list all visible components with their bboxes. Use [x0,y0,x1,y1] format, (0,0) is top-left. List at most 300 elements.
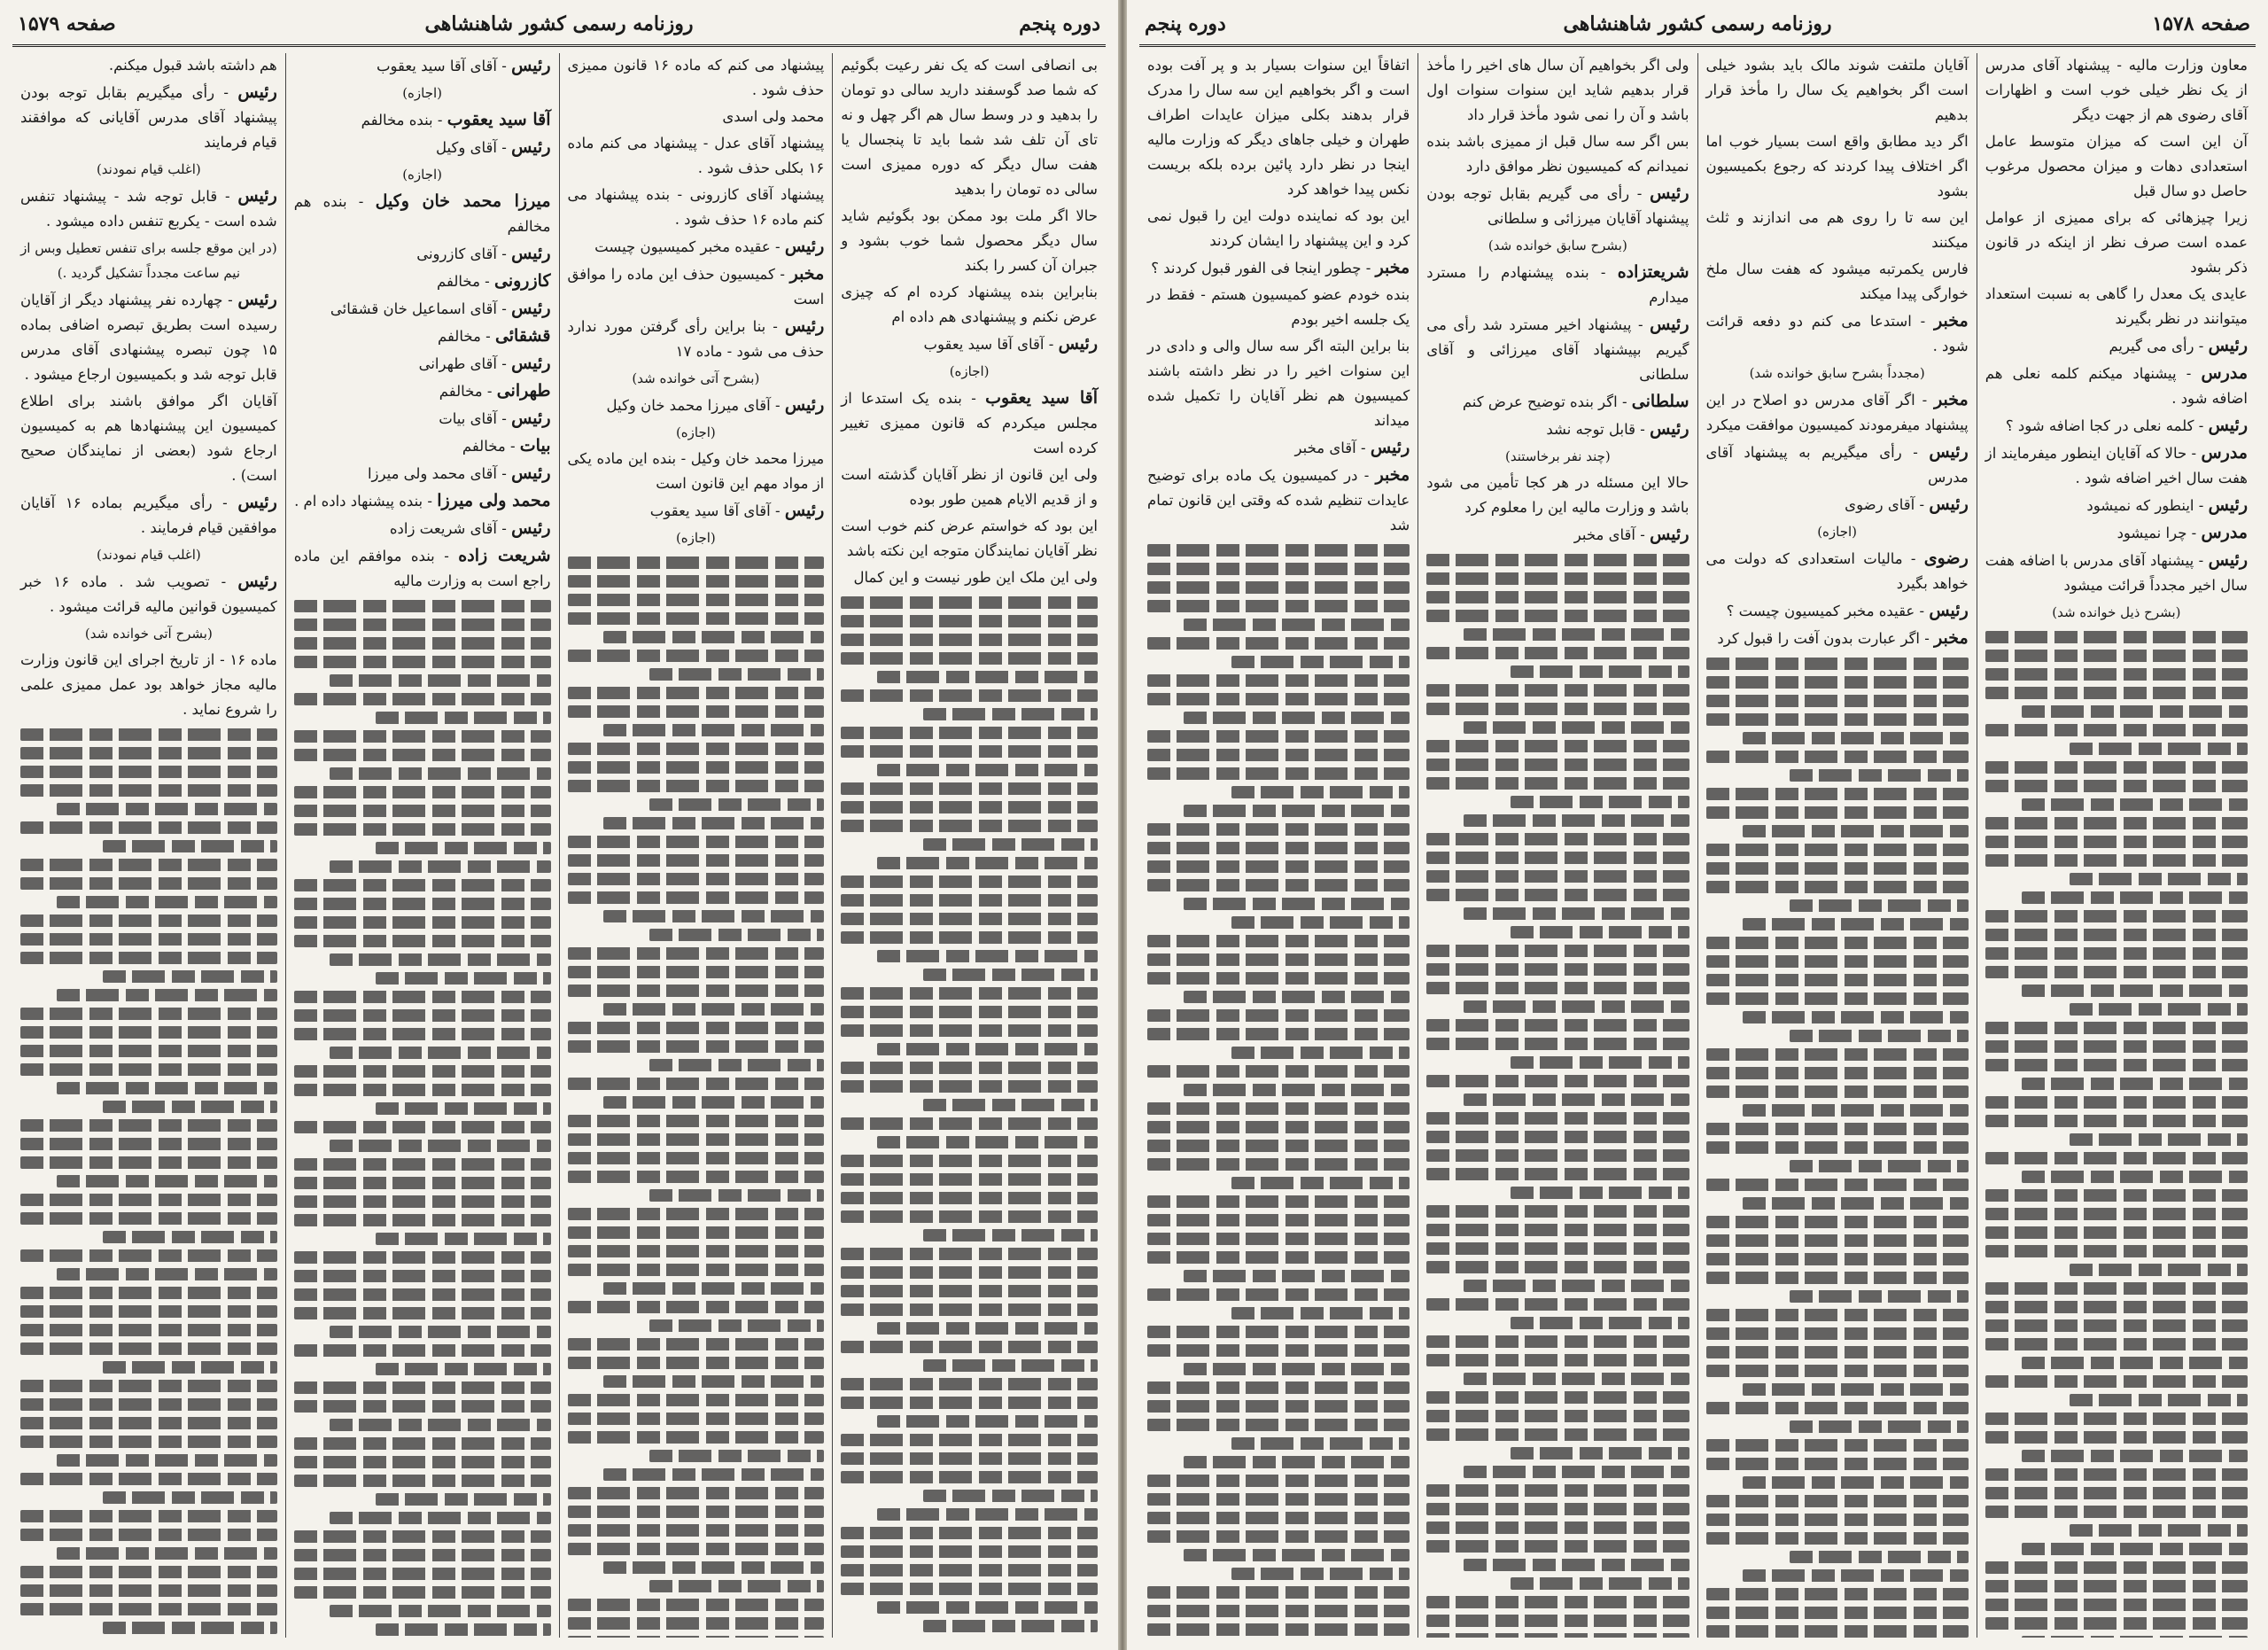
procedural-note [568,420,825,445]
paragraph-text: معاون وزارت مالیه - پیشنهاد آقای مدرس از یک نظر خیلی خوب است و اظهارات آقای رضوی هم از جهت دیگر [1984,57,2248,123]
text-line-placeholder [1426,684,1689,697]
paragraph [294,488,551,514]
text-line-placeholder [1147,730,1410,743]
speaker-name: رئیس [1650,419,1689,439]
text-line-placeholder [568,743,825,755]
paragraph-text: - پیشنهاد اخیر مسترد شد رأی می گیریم بپیشنهاد آقای میرزائی و آقای سلطانی [1426,316,1689,383]
paragraph-text: - آقای آقا سید یعقوب [376,58,507,74]
paragraph-text: - مخالفم [437,328,491,345]
text-line-placeholder [841,652,1098,665]
text-line-placeholder [2070,1133,2248,1146]
speaker-name: رئیس [2208,416,2248,435]
text-line-placeholder [1464,628,1689,641]
text-line-placeholder [103,1361,277,1374]
text-line-placeholder [1147,637,1410,650]
text-line-placeholder [1706,881,1969,893]
text-line-placeholder [376,842,550,854]
text-line-placeholder [568,1506,825,1518]
text-line-placeholder [1147,1419,1410,1431]
text-line-placeholder [57,989,277,1001]
text-line-placeholder [1743,1197,1969,1210]
paragraph-text: آقایان ملتفت شوند مالک باید بشود خیلی است اگر بخواهیم یک سال را مأخذ قرار بدهیم [1705,57,1969,123]
paragraph-text: - اگر عبارت بدون آفت را قبول کرد [1717,630,1930,647]
paragraph-text: بنده خودم عضو کمیسیون هستم - فقط در یک جلسه اخیر بودم [1147,286,1410,328]
speaker-name: قشقائی [494,326,551,346]
paragraph-text: - بنده موافقم این ماده راجع است به وزارت مالیه [293,548,551,589]
text-line-placeholder [1511,1056,1689,1069]
text-line-placeholder [376,1363,550,1375]
text-line-placeholder [1706,1402,1969,1414]
text-line-placeholder [1147,1400,1410,1413]
text-line-placeholder [1985,1580,2248,1592]
text-line-placeholder [1985,929,2248,941]
note-text: (اجازه) [675,530,716,546]
paragraph-text: - چهارده نفر پیشنهاد دیگر از آقایان رسیده است بطریق تبصره اضافی بماده ۱۵ چون تبصره پیشنهادی آقای مدرس قابل توجه شد و بکمیسیون ارجاع میشود . [20,292,277,383]
text-line-placeholder [568,1245,825,1257]
text-line-placeholder [841,596,1098,609]
text-line-placeholder [1706,1067,1969,1079]
text-line-placeholder [376,1233,550,1245]
text-line-placeholder [1147,1121,1410,1133]
text-line-placeholder [649,798,824,811]
text-line-placeholder [1706,788,1969,800]
text-line-placeholder [1147,1288,1410,1301]
text-line-placeholder [57,1175,277,1187]
text-line-placeholder [1426,1410,1689,1422]
text-line-placeholder [330,1605,550,1617]
paragraph [294,406,551,432]
text-line-placeholder [1706,713,1969,726]
speaker-name: رئیس [1650,315,1689,334]
procedural-note [20,236,277,285]
text-line-placeholder [1985,1617,2248,1630]
text-line-placeholder [1985,724,2248,736]
paragraph-text: عایدی یک معدل را گاهی به نسبت استعداد میتوانند در نظر بگیرند [1984,285,2248,327]
text-line-placeholder [841,727,1098,739]
text-line-placeholder [20,1324,277,1336]
procedural-note [20,621,277,646]
text-line-placeholder [330,1326,550,1338]
speaker-name: مخبر [1375,258,1410,277]
text-line-placeholder [330,767,550,780]
paragraph [1706,440,1969,490]
paragraph [1706,387,1969,438]
text-line-placeholder [1706,1439,1969,1452]
text-line-placeholder [1147,1065,1410,1078]
text-line-placeholder [1147,563,1410,575]
text-line-placeholder [603,910,824,922]
speaker-name: آقا سید یعقوب [985,388,1098,408]
text-line-placeholder [294,1158,551,1171]
text-line-placeholder [20,1380,277,1392]
text-line-placeholder [330,953,550,966]
paragraph [294,543,551,594]
text-line-placeholder [1706,1141,1969,1154]
text-line-placeholder [1147,600,1410,612]
text-line-placeholder [1147,1475,1410,1487]
paragraph-text: - بنده پیشنهادم را مسترد میدارم [1426,264,1689,306]
paragraph [1147,255,1410,281]
speaker-name: رئیس [237,82,277,102]
text-line-placeholder [841,931,1098,944]
text-line-placeholder [1985,631,2248,643]
text-line-placeholder [1184,1549,1410,1561]
text-line-placeholder [841,1378,1098,1390]
paragraph [841,565,1098,590]
text-line-placeholder [649,1189,824,1202]
paragraph [1706,492,1969,518]
paragraph-text: - آقای شریعت زاده [389,520,507,537]
paragraph [294,433,551,459]
text-line-placeholder [841,876,1098,888]
procedural-note [20,542,277,567]
paragraph-text: - تصویب شد . ماده ۱۶ خبر کمیسیون قوانین مالیه قرائت میشود . [20,573,277,615]
text-line-placeholder [1985,1561,2248,1574]
note-text: (چند نفر برخاستند) [1505,448,1611,464]
text-line-placeholder [1426,1354,1689,1366]
paragraph [1985,53,2248,128]
text-line-placeholder [1985,1059,2248,1071]
text-line-placeholder [1426,1075,1689,1087]
text-column [832,53,1106,1638]
paragraph-text: - چطور اینجا فی الفور قبول کردند ؟ [1151,260,1371,276]
procedural-note [1426,233,1689,258]
paragraph [294,296,551,322]
text-line-placeholder [603,1282,824,1295]
procedural-note [568,366,825,391]
text-line-placeholder [57,803,277,815]
text-line-placeholder [1147,1344,1410,1357]
text-line-placeholder [1147,1493,1410,1506]
paragraph [294,189,551,239]
procedural-note [568,525,825,550]
text-line-placeholder [877,1322,1098,1335]
text-line-placeholder [1426,572,1689,585]
paragraph [294,351,551,377]
text-line-placeholder [20,1287,277,1299]
speaker-name: مخبر [789,264,825,284]
text-line-placeholder [841,1527,1098,1539]
text-line-placeholder [1985,947,2248,960]
paragraph [568,53,825,103]
text-line-placeholder [1426,610,1689,622]
text-line-placeholder [1985,1338,2248,1350]
text-line-placeholder [20,1473,277,1485]
text-line-placeholder [330,1419,550,1431]
paragraph [1706,129,1969,204]
text-line-placeholder [1426,852,1689,864]
text-line-placeholder [1464,1559,1689,1571]
text-line-placeholder [568,1171,825,1183]
text-line-placeholder [923,708,1098,720]
text-line-placeholder [1706,1607,1969,1619]
text-line-placeholder [20,1343,277,1355]
note-text: (اجازه) [1817,524,1858,540]
text-line-placeholder [1985,817,2248,829]
text-line-placeholder [2022,1543,2248,1555]
text-line-placeholder [1706,955,1969,968]
paragraph-text: حالا این مسئله در هر کجا تأمین می شود باشد و وزارت مالیه این را معلوم کرد [1426,474,1689,516]
text-line-placeholder [923,1099,1098,1111]
text-line-placeholder [20,1138,277,1150]
text-line-placeholder [1706,1327,1969,1340]
note-text: (اجازه) [402,167,443,183]
text-line-placeholder [568,1022,825,1034]
text-line-placeholder [294,1195,551,1208]
text-line-placeholder [1426,1428,1689,1441]
speaker-name: مخبر [1934,628,1969,648]
speaker-name: رئیس [2208,495,2248,515]
paragraph-text: - حالا که آقایان اینطور میفرمایند از هفت سال اخیر اضافه شود . [1984,445,2248,486]
paragraph-text: - آقای اسماعیل خان قشقائی [330,300,507,317]
note-text: (در این موقع جلسه برای تنفس تعطیل وبس از نیم ساعت مجدداً تشکیل گردید .) [20,240,277,281]
paragraph [294,516,551,541]
text-line-placeholder [1743,1476,1969,1489]
speaker-name: مدرس [2201,523,2248,542]
text-line-placeholder [20,1249,277,1262]
text-line-placeholder [1184,1270,1410,1282]
text-line-placeholder [1985,1375,2248,1388]
text-line-placeholder [1706,1625,1969,1638]
text-line-placeholder [1706,862,1969,875]
paragraph-text: این بود که خواستم عرض کنم خوب است نظر آقایان نمایندگان متوجه این نکته باشد [841,518,1098,559]
paragraph-text: ولی این قانون از نظر آقایان گذشته است و از قدیم الایام همین طور بوده [841,466,1098,508]
speaker-name: رئیس [1929,442,1969,462]
text-line-placeholder [568,650,825,662]
text-line-placeholder [1790,1420,1968,1433]
text-line-placeholder [1464,1373,1689,1385]
paragraph-text: - عقیده مخبر کمیسیون چیست ؟ [1726,603,1925,619]
paragraph [1426,129,1689,179]
paragraph [1985,520,2248,546]
paragraph [841,204,1098,278]
text-line-placeholder [841,1434,1098,1446]
note-text: (بشرح آتی خوانده شد) [84,626,213,642]
text-line-placeholder [2022,1171,2248,1183]
text-line-placeholder [1426,833,1689,845]
paragraph [1985,440,2248,491]
text-line-placeholder [1511,1447,1689,1459]
paragraph [568,261,825,312]
text-line-placeholder [1985,854,2248,867]
text-line-placeholder [568,1599,825,1611]
book-gutter [1118,0,1127,1650]
page-header [12,9,1106,47]
paragraph [1985,282,2248,331]
text-line-placeholder [294,1177,551,1189]
text-line-placeholder [1464,1280,1689,1292]
text-line-placeholder [1426,1261,1689,1273]
text-line-placeholder [294,1456,551,1468]
text-line-placeholder [294,1121,551,1133]
text-line-placeholder [1985,966,2248,978]
text-line-placeholder [568,1301,825,1313]
text-line-placeholder [294,1530,551,1543]
text-line-placeholder [1426,1633,1689,1638]
text-line-placeholder [1790,1290,1968,1303]
text-line-placeholder [1231,656,1410,668]
text-line-placeholder [376,712,550,724]
text-line-placeholder [1743,918,1969,930]
text-line-placeholder [294,1214,551,1226]
text-line-placeholder [1147,581,1410,594]
text-line-placeholder [20,915,277,927]
text-line-placeholder [568,1543,825,1555]
text-line-placeholder [841,689,1098,702]
paragraph-text: هم داشته باشد قبول میکنم. [108,57,277,74]
paragraph-text: - آقای محمد ولی میرزا [367,465,507,482]
text-line-placeholder [57,1082,277,1094]
paragraph [1426,181,1689,231]
paragraph [841,280,1098,330]
speaker-name: رئیس [237,493,277,512]
text-line-placeholder [20,1026,277,1039]
note-text: (بشرح ذیل خوانده شد) [2052,604,2181,620]
speaker-name: رئیس [784,395,825,415]
text-line-placeholder [568,761,825,774]
text-line-placeholder [294,1549,551,1561]
paragraph-text: بس اگر سه سال قبل از ممیزی باشد بنده نمیدانم که کمیسیون نظر موافق دارد [1426,133,1689,175]
paragraph-text: - پیشنهاد میکنم کلمه نعلی هم اضافه شود . [1984,365,2248,407]
paragraph [568,393,825,418]
speaker-name: آقا سید یعقوب [447,110,551,129]
text-line-placeholder [294,1288,551,1301]
text-line-placeholder [1426,1038,1689,1050]
paragraph-text: - پیشنهاد آقای مدرس با اضافه هفت سال اخیر مجدداً قرائت میشود [1984,552,2248,594]
text-line-placeholder [841,1117,1098,1130]
paragraph-text: - مخالفم [439,383,493,400]
speaker-name: طهرانی [496,381,551,401]
text-line-placeholder [1147,953,1410,966]
text-line-placeholder [20,747,277,759]
text-line-placeholder [1706,1216,1969,1228]
text-line-placeholder [1706,992,1969,1005]
paragraph-text: زیرا چیزهائی که برای ممیزی از عوامل عمده است صرف نظر از اینکه در قانون ذکر بشود [1984,209,2248,276]
text-line-placeholder [20,1584,277,1597]
text-line-placeholder [1706,844,1969,856]
text-line-placeholder [1790,1160,1968,1172]
text-line-placeholder [376,1102,550,1115]
text-line-placeholder [294,749,551,761]
paragraph [841,53,1098,202]
paragraph-text: - بنده مخالفم [361,112,443,128]
note-text: (اغلب قیام نمودند) [96,161,201,177]
text-line-placeholder [1184,805,1410,817]
text-line-placeholder [1147,1586,1410,1599]
text-line-placeholder [1706,751,1969,763]
gazette-title: روزنامه رسمی کشور شاهنشاهی [424,12,694,35]
paragraph-text: - رأی میگیریم بماده ۱۶ آقایان موافقین قیام فرمایند . [20,494,277,536]
text-line-placeholder [376,972,550,985]
text-line-placeholder [841,1304,1098,1316]
text-line-placeholder [1743,1569,1969,1582]
text-line-placeholder [2070,1003,2248,1016]
text-line-placeholder [1706,1514,1969,1526]
text-line-placeholder [603,1561,824,1574]
text-line-placeholder [294,1084,551,1096]
columns [1139,53,2256,1638]
paragraph [1426,312,1689,387]
paragraph-text: آن این است که میزان متوسط عامل استعدادی دهات و میزان محصول مرغوب حاصل دو سال قبل [1984,133,2248,199]
text-line-placeholder [841,820,1098,832]
paragraph-text: حالا اگر ملت بود ممکن بود بگوئیم شاید سال دیگر محصول شما خوب بشود و جبران آن کسر را بکند [841,207,1098,274]
text-line-placeholder [376,1623,550,1636]
text-line-placeholder [1743,1383,1969,1396]
text-line-placeholder [1985,668,2248,681]
procedural-note [1706,361,1969,385]
text-line-placeholder [1464,814,1689,827]
paragraph-text: - قابل توجه نشد [1546,421,1645,438]
paragraph [841,331,1098,357]
text-line-placeholder [568,947,825,960]
text-line-placeholder [2070,1264,2248,1276]
procedural-note [1426,444,1689,469]
text-line-placeholder [20,1194,277,1206]
text-line-placeholder [568,1487,825,1499]
paragraph [568,447,825,496]
text-line-placeholder [1426,554,1689,566]
paragraph [1985,129,2248,204]
text-column [1418,53,1697,1638]
paragraph [1706,206,1969,255]
text-line-placeholder [1706,695,1969,707]
text-line-placeholder [568,556,825,569]
paragraph-text: - رأی می گیریم [2109,338,2204,354]
text-line-placeholder [841,745,1098,758]
page-header [1139,9,2256,47]
text-line-placeholder [1426,1335,1689,1348]
text-line-placeholder [1985,1096,2248,1109]
paragraph-text: - عقیده مخبر کمیسیون چیست [594,238,781,255]
text-line-placeholder [841,1341,1098,1353]
paragraph-text: - قابل توجه شد - پیشنهاد تنفس شده است - یکربع تنفس داده میشود . [20,188,277,230]
paragraph-text: - اگر آقای مدرس دو اصلاح در این پیشنهاد میفرمودند کمیسیون موافقت میکرد [1705,392,1969,433]
procedural-note [841,359,1098,384]
text-line-placeholder [1985,1152,2248,1164]
text-line-placeholder [568,1431,825,1444]
paragraph [1426,389,1689,415]
paragraph [1147,283,1410,332]
speaker-name: رئیس [2208,550,2249,570]
text-line-placeholder [1985,1487,2248,1499]
text-line-placeholder [57,896,277,908]
text-line-placeholder [1426,889,1689,901]
paragraph [1706,626,1969,651]
text-line-placeholder [841,1397,1098,1409]
text-line-placeholder [103,1101,277,1113]
text-line-placeholder [568,1636,825,1638]
text-line-placeholder [1985,1245,2248,1257]
paragraph-text: ولی اگر بخواهیم آن سال های اخیر را مأخذ قرار بدهیم شاید این سنوات سنوات اول باشد و آن را نمی شود مأخذ قرار داد [1426,57,1689,123]
note-text: (اجازه) [675,424,716,440]
text-line-placeholder [294,1568,551,1580]
text-line-placeholder [841,894,1098,907]
text-line-placeholder [1706,1179,1969,1191]
text-line-placeholder [923,1620,1098,1632]
text-line-placeholder [1985,687,2248,699]
paragraph-text: پیشنهاد آقای عدل - پیشنهاد می کنم ماده ۱۶ بکلی حذف شود . [567,135,825,176]
paragraph-text: - مخالفم [437,273,490,290]
text-line-placeholder [649,1580,824,1592]
text-line-placeholder [568,1152,825,1164]
paragraph-text: - بنده پیشنهاد داده ام . [294,493,432,510]
text-line-placeholder [1147,1009,1410,1022]
left-page [0,0,1118,1650]
text-line-placeholder [1511,665,1689,678]
text-line-placeholder [1511,1317,1689,1329]
text-line-placeholder [294,619,551,631]
text-line-placeholder [20,1119,277,1132]
